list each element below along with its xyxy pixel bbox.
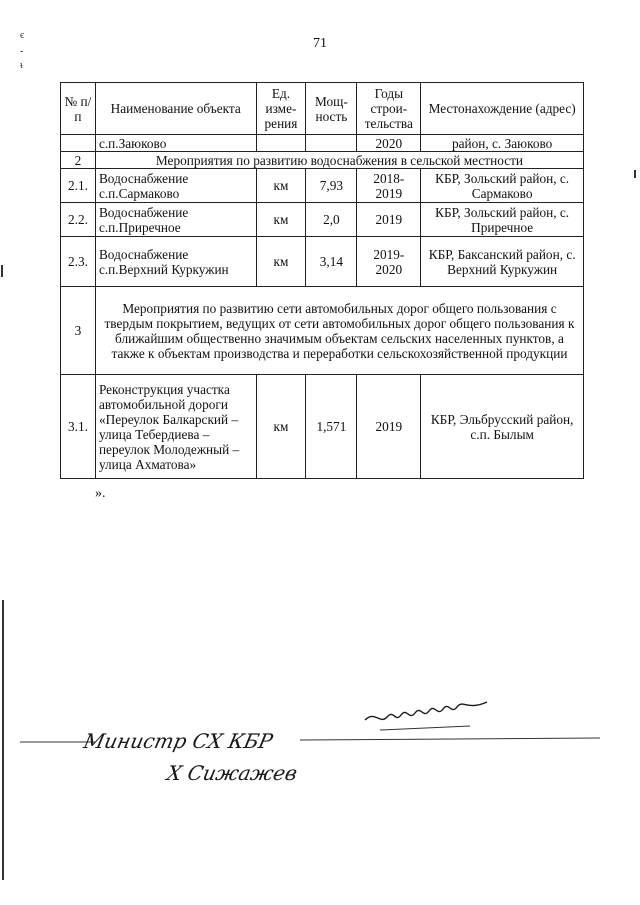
header-location: Местонахождение (адрес) (421, 83, 584, 135)
cell-years: 2018-2019 (357, 169, 421, 203)
table-header-row (61, 83, 584, 135)
section-num: 2 (61, 152, 96, 169)
cell-unit: км (256, 203, 306, 237)
objects-table (60, 82, 584, 479)
header-capacity: Мощ-ность (306, 83, 357, 135)
cell-unit: км (256, 375, 306, 479)
cell-years: 2019-2020 (357, 237, 421, 287)
cell-name: Водоснабжение с.п.Сармаково (95, 169, 256, 203)
dash-line (380, 726, 470, 730)
scan-edge (1, 265, 3, 277)
section-title: Мероприятия по развитию сети автомобильных дорог общего пользования с твердым покрытием, ведущих от сети автомобильных дорог общего пользования к ближайшим общественно значимым объектам сельских населенных пунктов, а также к объектам производства и переработки сельскохозяйственной продукции (95, 287, 583, 375)
section-num: 3 (61, 287, 96, 375)
table-row (61, 237, 584, 287)
page-number: 71 (313, 36, 327, 51)
cell-location: КБР, Зольский район, с. Сармаково (421, 169, 584, 203)
margin-mark: ᵼ (20, 60, 23, 71)
section-row (61, 152, 584, 169)
cell-num: 3.1. (61, 375, 96, 479)
section-title: Мероприятия по развитию водоснабжения в сельской местности (95, 152, 583, 169)
signature-title-script: Министр СХ КБР (81, 729, 275, 753)
cell-capacity (306, 135, 357, 152)
table-row (61, 135, 584, 152)
margin-mark: є (20, 30, 25, 41)
cell-years: 2019 (357, 375, 421, 479)
scan-edge (634, 170, 636, 178)
signature-name-script: Х Сижажев (164, 761, 300, 785)
margin-mark: - (20, 46, 24, 57)
cell-num: 2.3. (61, 237, 96, 287)
cell-capacity: 1,571 (306, 375, 357, 479)
cell-unit: км (256, 237, 306, 287)
cell-capacity: 7,93 (306, 169, 357, 203)
cell-unit: км (256, 169, 306, 203)
cell-location: КБР, Зольский район, с. Приречное (421, 203, 584, 237)
cell-capacity: 3,14 (306, 237, 357, 287)
cell-location: КБР, Эльбрусский район, с.п. Былым (421, 375, 584, 479)
header-num: № п/п (61, 83, 96, 135)
cell-location: район, с. Заюково (421, 135, 584, 152)
cell-name: с.п.Заюково (95, 135, 256, 152)
cell-name: Реконструкция участка автомобильной дороги «Переулок Балкарский – улица Тебердиева – переулок Молодежный – улица Ахматова» (95, 375, 256, 479)
cell-name: Водоснабжение с.п.Приречное (95, 203, 256, 237)
header-name: Наименование объекта (95, 83, 256, 135)
cell-unit (256, 135, 306, 152)
cell-name: Водоснабжение с.п.Верхний Куркужин (95, 237, 256, 287)
cell-years: 2019 (357, 203, 421, 237)
header-years: Годы строи-тельства (357, 83, 421, 135)
table-row (61, 169, 584, 203)
cell-years: 2020 (357, 135, 421, 152)
scan-edge (2, 600, 4, 880)
cell-num: 2.2. (61, 203, 96, 237)
handwritten-signature (0, 690, 640, 800)
cell-capacity: 2,0 (306, 203, 357, 237)
header-unit: Ед. изме-рения (256, 83, 306, 135)
section-row (61, 287, 584, 375)
cell-location: КБР, Баксанский район, с. Верхний Куркужин (421, 237, 584, 287)
signature-stroke (365, 702, 487, 720)
cell-num: 2.1. (61, 169, 96, 203)
cell-num (61, 135, 96, 152)
closing-quote: ». (95, 486, 106, 501)
dash-line (300, 738, 600, 740)
table-row (61, 203, 584, 237)
table-row (61, 375, 584, 479)
